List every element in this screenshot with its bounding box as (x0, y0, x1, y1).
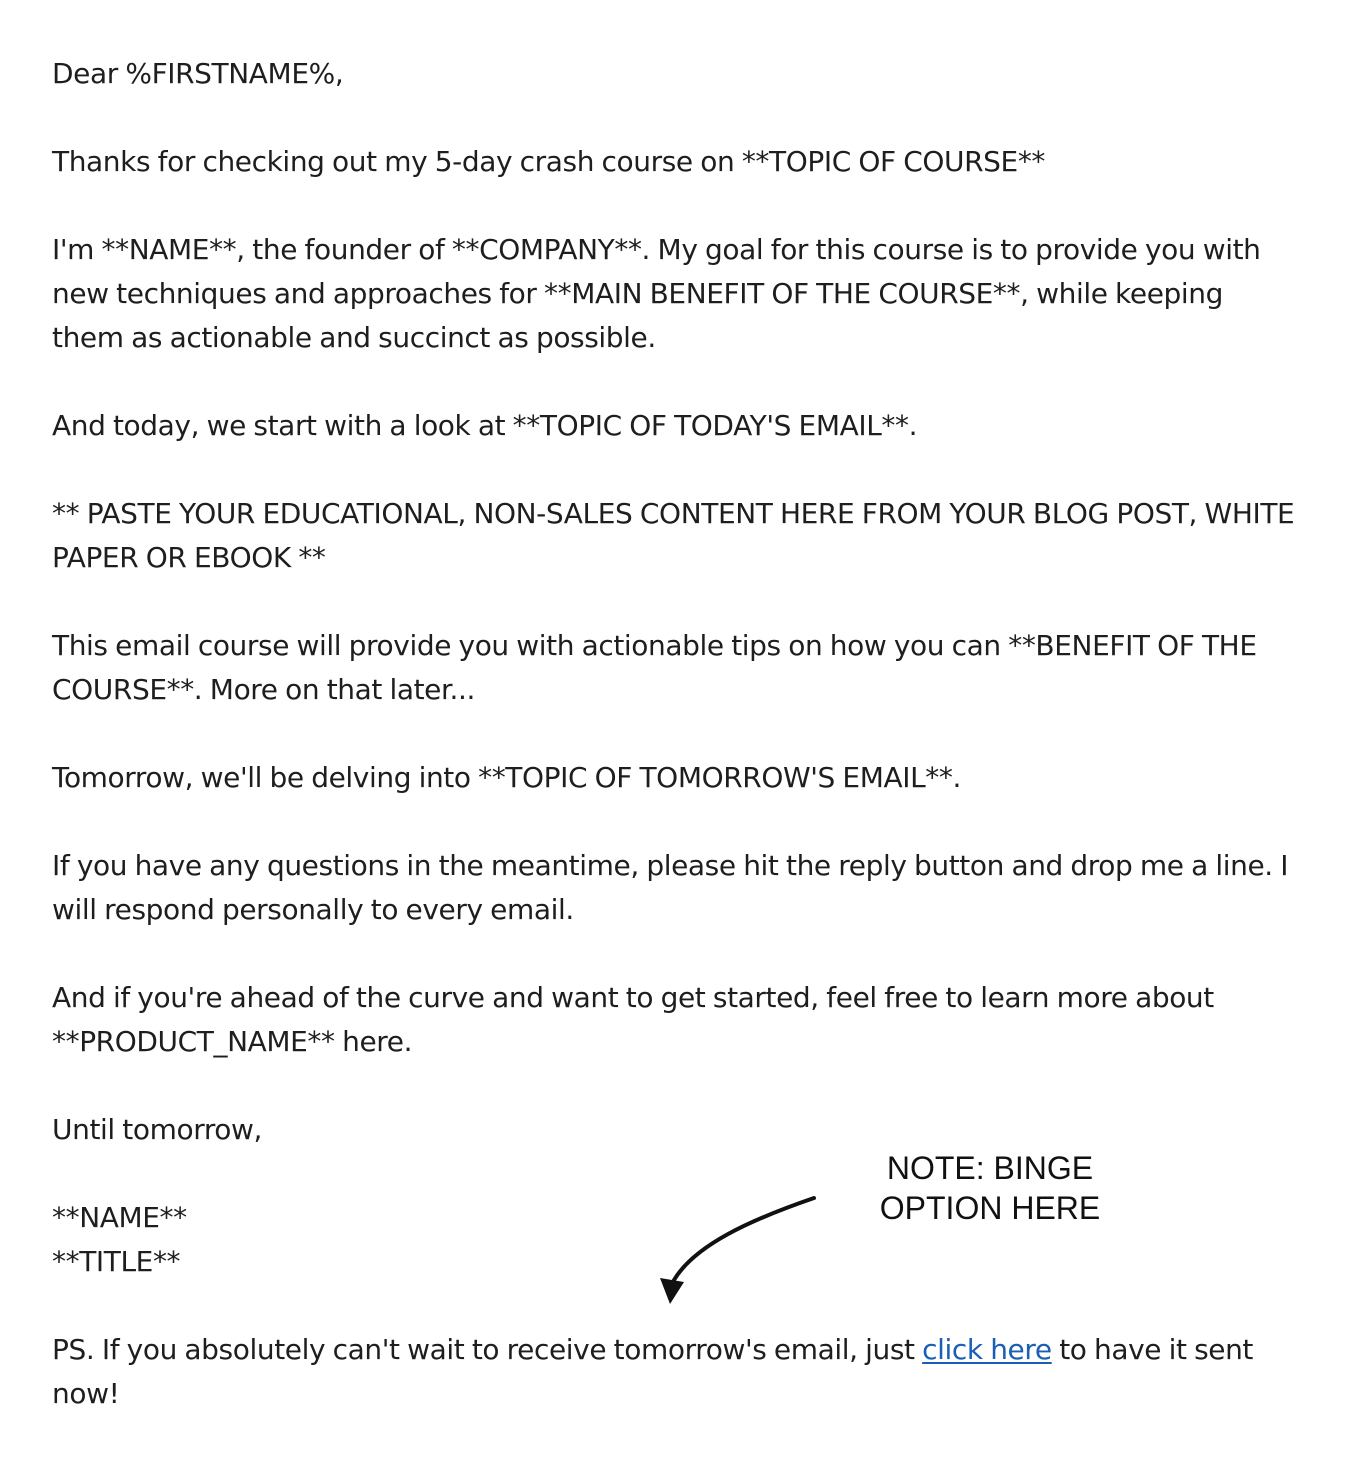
course-benefit-paragraph: This email course will provide you with actionable tips on how you can **BENEFIT OF THE COURSE**. More on that later... (52, 629, 1257, 706)
curved-arrow-icon (640, 1180, 840, 1320)
tomorrow-paragraph: Tomorrow, we'll be delving into **TOPIC OF TOMORROW'S EMAIL**. (52, 761, 961, 794)
click-here-link[interactable]: click here (922, 1333, 1052, 1366)
founder-paragraph: I'm **NAME**, the founder of **COMPANY**. My goal for this course is to provide you with new techniques and approaches for **MAIN BENEFIT OF THE COURSE**, while keeping them as actionable and succinct as possible. (52, 233, 1261, 354)
greeting: Dear %FIRSTNAME%, (52, 57, 344, 90)
ps-text-after: to have it sent now! (52, 1333, 1254, 1410)
note-line-1: NOTE: BINGE (886, 1150, 1094, 1186)
ps-text-before: PS. If you absolutely can't wait to receive tomorrow's email, just (52, 1333, 923, 1366)
binge-option-note (840, 1148, 1140, 1228)
paste-placeholder: ** PASTE YOUR EDUCATIONAL, NON-SALES CONTENT HERE FROM YOUR BLOG POST, WHITE PAPER OR EBOOK ** (52, 497, 1295, 574)
product-paragraph: And if you're ahead of the curve and want to get started, feel free to learn more about **PRODUCT_NAME** here. (52, 981, 1214, 1058)
signature-name: **NAME** (52, 1201, 187, 1234)
today-paragraph: And today, we start with a look at **TOPIC OF TODAY'S EMAIL**. (52, 409, 918, 442)
signoff: Until tomorrow, (52, 1113, 263, 1146)
note-line-2: OPTION HERE (879, 1190, 1101, 1226)
questions-paragraph: If you have any questions in the meantime, please hit the reply button and drop me a line. I will respond personally to every email. (52, 849, 1289, 926)
signature-title: **TITLE** (52, 1245, 181, 1278)
ps-paragraph (52, 1328, 1302, 1416)
intro-paragraph: Thanks for checking out my 5-day crash course on **TOPIC OF COURSE** (52, 145, 1046, 178)
